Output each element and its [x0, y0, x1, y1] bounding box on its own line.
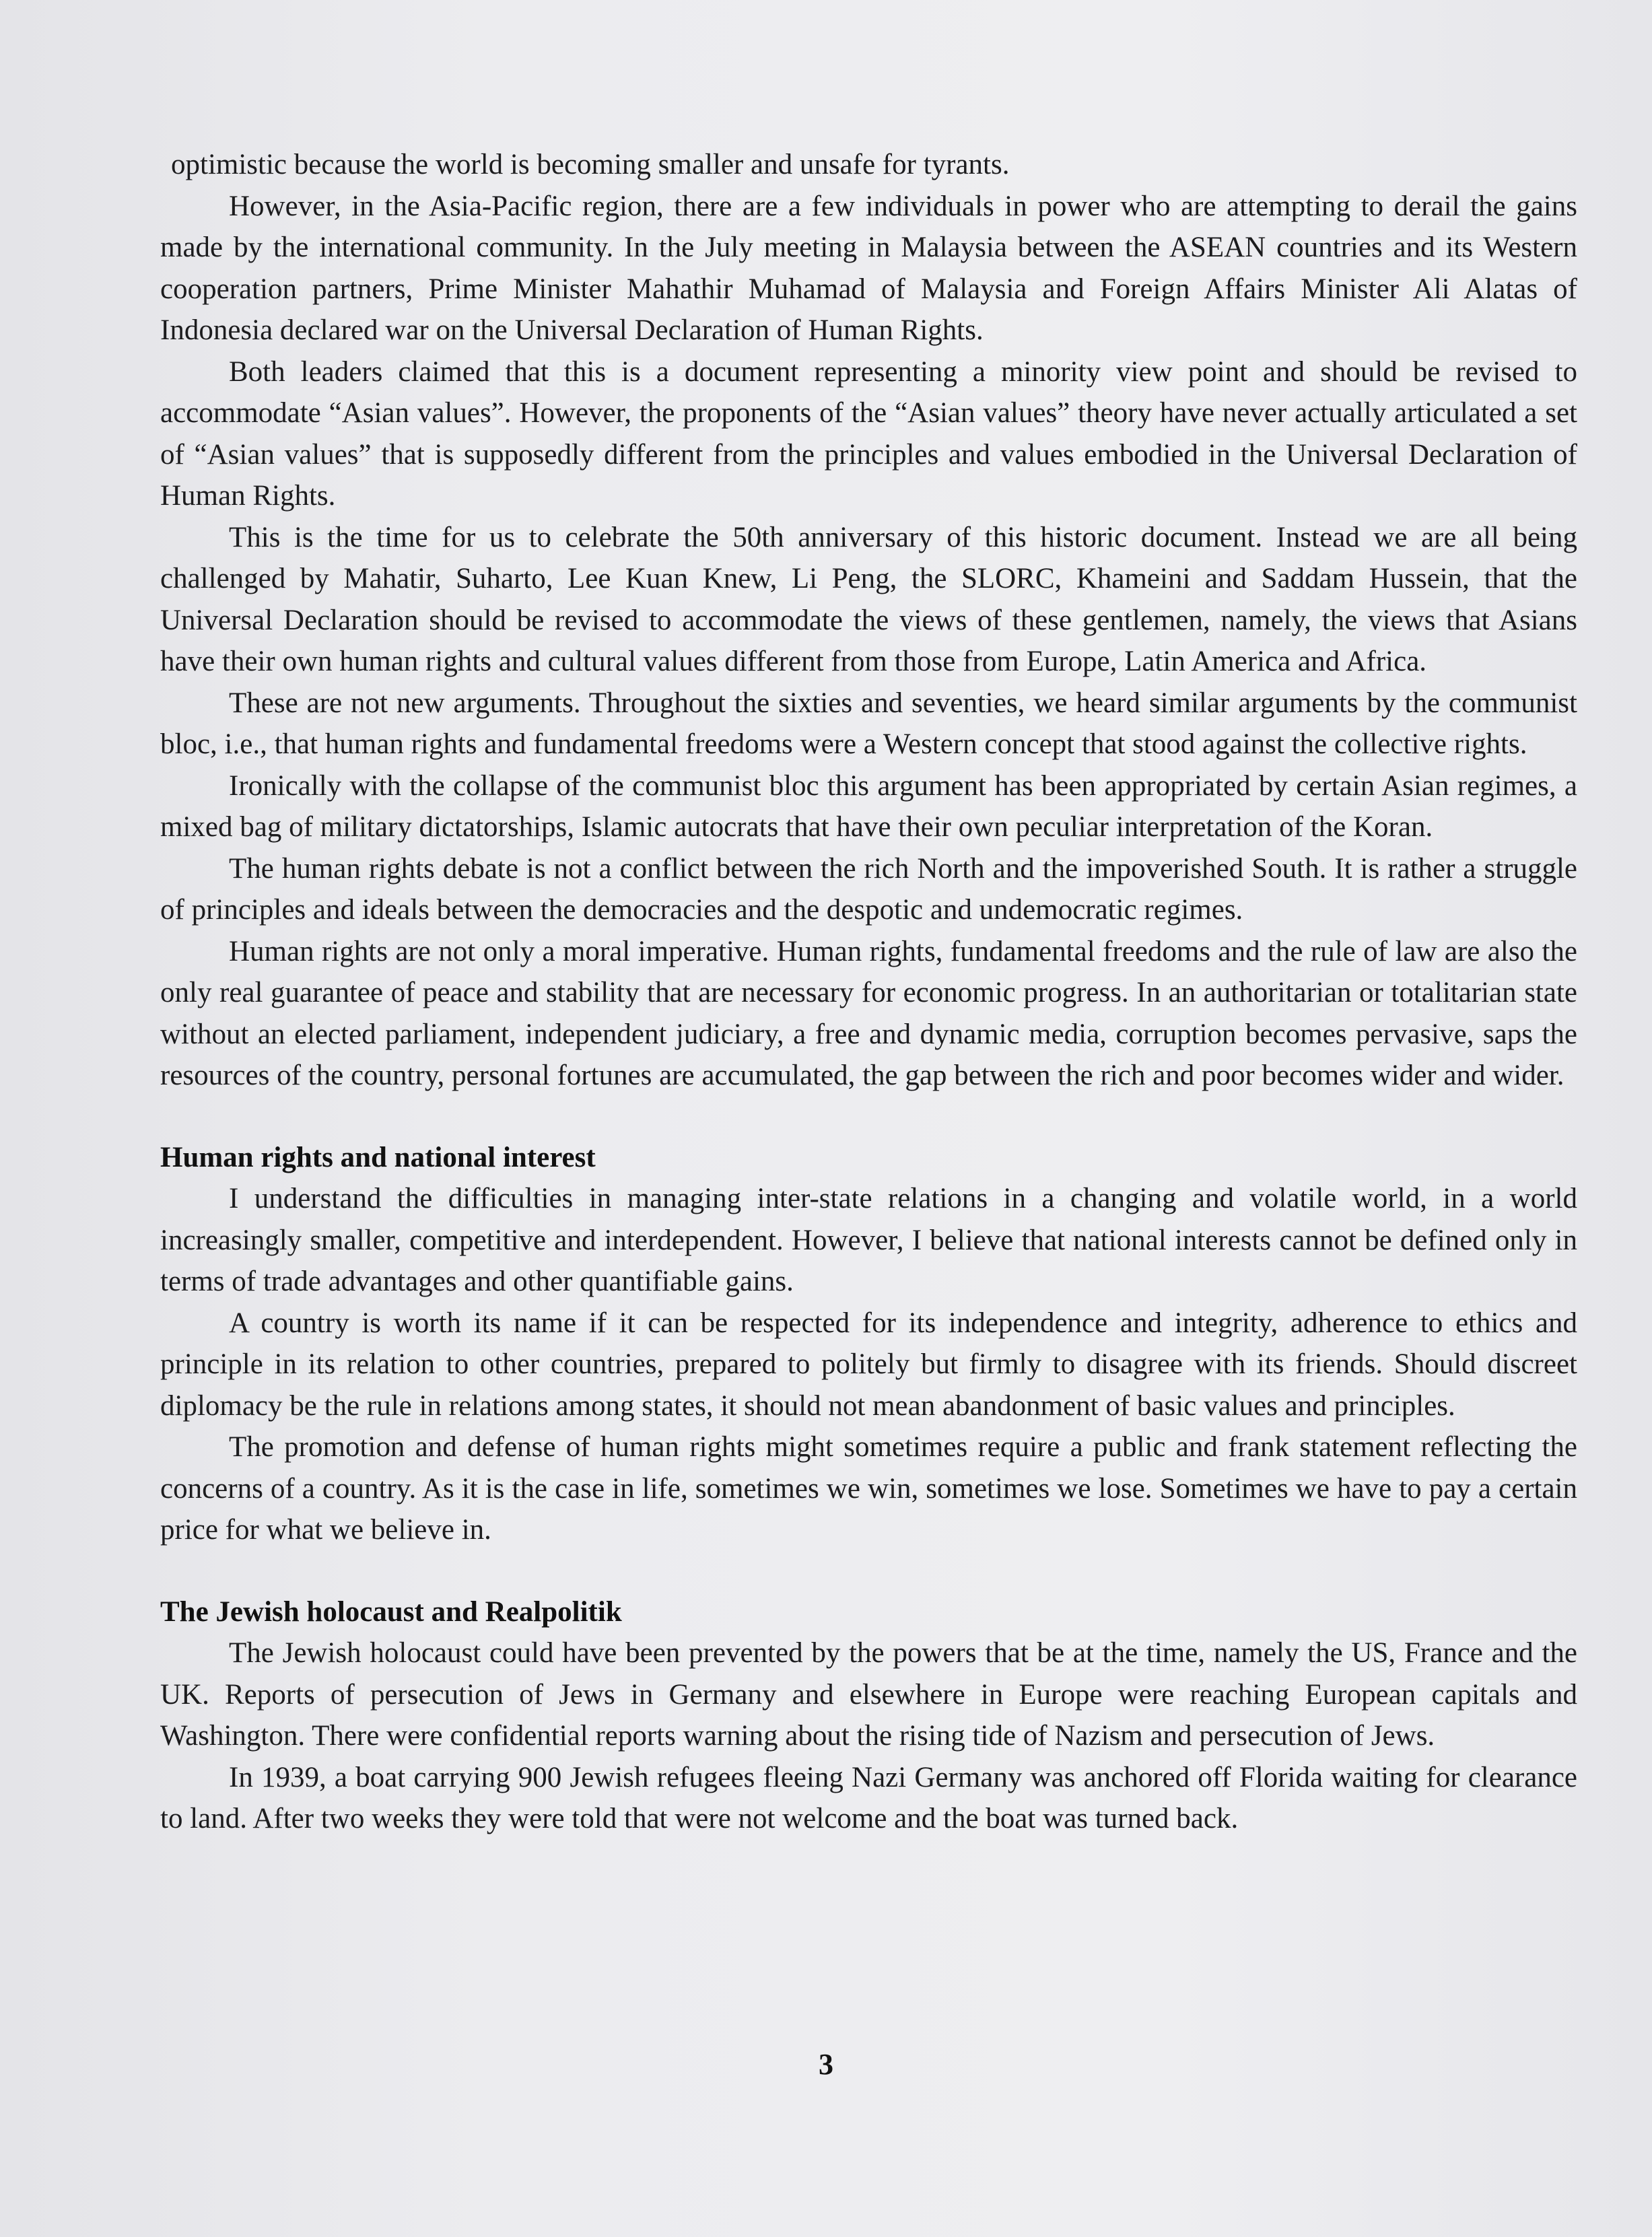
paragraph: The Jewish holocaust could have been prevented by the powers that be at the time, namely the US, France and the UK. Reports of persecution of Jews in Germany and elsewhere in Europe were reaching European capitals and Washington. There were confidential reports warning about the rising tide of Nazism and persecution of Jews. [160, 1637, 1577, 1752]
document-body [160, 144, 1577, 1840]
paragraph: Ironically with the collapse of the communist bloc this argument has been appropriated by certain Asian regimes, a mixed bag of military dictatorships, Islamic autocrats that have their own peculiar interpretation of the Koran. [160, 769, 1577, 843]
paragraph: The promotion and defense of human rights might sometimes require a public and frank statement reflecting the concerns of a country. As it is the case in life, sometimes we win, sometimes we lose. Sometimes we have to pay a certain price for what we believe in. [160, 1431, 1577, 1546]
section-heading-national-interest: Human rights and national interest [160, 1141, 596, 1173]
paragraph: In 1939, a boat carrying 900 Jewish refugees fleeing Nazi Germany was anchored off Florida waiting for clearance to land. After two weeks they were told that were not welcome and the boat was turned back. [160, 1761, 1577, 1834]
paragraph: The human rights debate is not a conflict between the rich North and the impoverished South. It is rather a struggle of principles and ideals between the democracies and the despotic and undemocratic regimes. [160, 852, 1577, 926]
paragraph: Human rights are not only a moral imperative. Human rights, fundamental freedoms and the rule of law are also the only real guarantee of peace and stability that are necessary for economic progress. In an authoritarian or totalitarian state without an elected parliament, independent judiciary, a free and dynamic media, corruption becomes pervasive, saps the resources of the country, personal fortunes are accumulated, the gap between the rich and poor becomes wider and wider. [160, 935, 1577, 1091]
paragraph: These are not new arguments. Throughout the sixties and seventies, we heard similar arguments by the communist bloc, i.e., that human rights and fundamental freedoms were a Western concept that stood against the collective rights. [160, 687, 1577, 760]
paragraph: I understand the difficulties in managing inter-state relations in a changing and volatile world, in a world increasingly smaller, competitive and interdependent. However, I believe that national interests cannot be defined only in terms of trade advantages and other quantifiable gains. [160, 1183, 1577, 1297]
paragraph: optimistic because the world is becoming smaller and unsafe for tyrants. [171, 149, 1010, 180]
paragraph: This is the time for us to celebrate the 50th anniversary of this historic document. Instead we are all being challenged by Mahatir, Suharto, Lee Kuan Knew, Li Peng, the SLORC, Khameini and Saddam Hussein, that the Universal Declaration should be revised to accommodate the views of these gentlemen, namely, the views that Asians have their own human rights and cultural values different from those from Europe, Latin America and Africa. [160, 521, 1577, 677]
section-heading-jewish-holocaust: The Jewish holocaust and Realpolitik [160, 1595, 622, 1628]
paragraph: Both leaders claimed that this is a document representing a minority view point and should be revised to accommodate “Asian values”. However, the proponents of the “Asian values” theory have never actually articulated a set of “Asian values” that is supposedly different from the principles and values embodied in the Universal Declaration of Human Rights. [160, 355, 1577, 512]
paragraph: A country is worth its name if it can be respected for its independence and integrity, adherence to ethics and principle in its relation to other countries, prepared to politely but firmly to disagree with its friends. Should discreet diplomacy be the rule in relations among states, it should not mean abandonment of basic values and principles. [160, 1307, 1577, 1422]
paragraph: However, in the Asia-Pacific region, there are a few individuals in power who are attempting to derail the gains made by the international community. In the July meeting in Malaysia between the ASEAN countries and its Western cooperation partners, Prime Minister Mahathir Muhamad of Malaysia and Foreign Affairs Minister Ali Alatas of Indonesia declared war on the Universal Declaration of Human Rights. [160, 190, 1577, 346]
page-number: 3 [819, 2048, 833, 2081]
